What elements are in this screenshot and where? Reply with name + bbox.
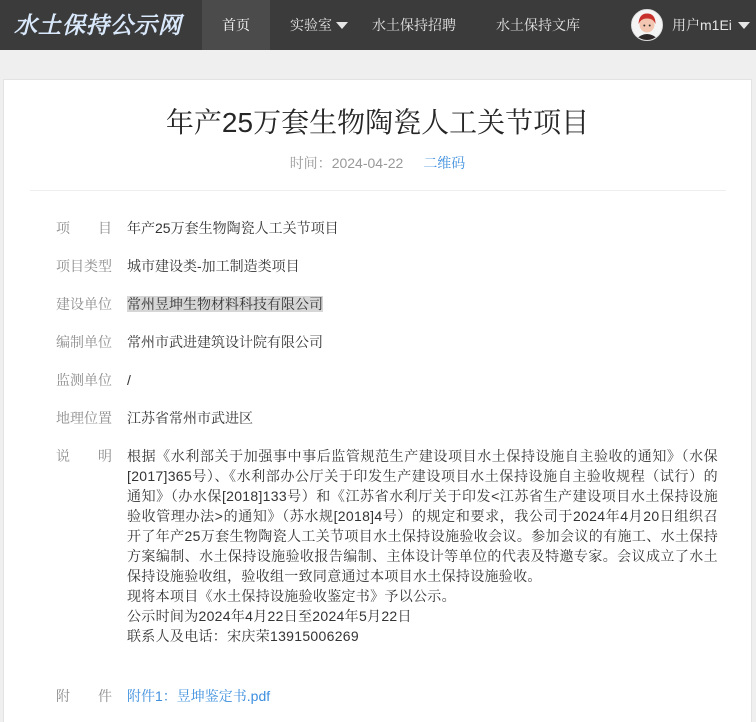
page-title: 年产25万套生物陶瓷人工关节项目 [165, 107, 590, 138]
nav-item-label: 实验室 [290, 17, 332, 33]
field-label: 建设单位 [56, 296, 112, 312]
attachment-link[interactable]: 附件1：昱坤鉴定书.pdf [127, 688, 271, 704]
field-row-location [56, 408, 736, 428]
field-row-project [56, 218, 736, 238]
field-row-compiler [56, 332, 736, 352]
description-paragraph: 联系人及电话：宋庆荣13915006269 [127, 628, 359, 644]
divider [30, 190, 726, 191]
nav-item-label: 水土保持招聘 [372, 17, 456, 33]
nav-item-jobs[interactable] [352, 0, 476, 50]
field-value-location: 江苏省常州市武进区 [127, 410, 253, 426]
main-nav [202, 0, 600, 50]
nav-item-label: 首页 [222, 17, 250, 33]
chevron-down-icon [738, 22, 750, 29]
field-value-monitor: / [127, 372, 131, 388]
chevron-down-icon [336, 22, 348, 29]
nav-item-library[interactable] [476, 0, 600, 50]
description-paragraph: 根据《水利部关于加强事中事后监管规范生产建设项目水土保持设施自主验收的通知》（水保[2017]365号）、《水利部办公厅关于印发生产建设项目水土保持设施自主验收规程（试行）的通知》（办水保[2018]133号）和《江苏省水利厅关于印发<江苏省生产建设项目水土保持设施验收管理办法>的通知》（苏水规[2018]4号）的规定和要求，我公司于2024年4月20日组织召开了年产25万套生物陶瓷人工关节项目水土保持设施验收会议。参加会议的有施工、水土保持方案编制、水土保持设施验收报告编制、主体设计等单位的代表及特邀专家。会议成立了水土保持设施验收组，验收组一致同意通过本项目水土保持设施验收。 [127, 448, 718, 584]
description-paragraph: 公示时间为2024年4月22日至2024年5月22日 [127, 608, 412, 624]
field-row-builder [56, 294, 736, 314]
field-value-attachment [127, 686, 718, 706]
nav-item-lab[interactable] [270, 0, 352, 50]
field-row-attachment [56, 686, 736, 706]
project-fields [56, 218, 736, 664]
field-label: 项目 [56, 220, 112, 236]
nav-item-home[interactable] [202, 0, 270, 50]
field-label: 说明 [56, 448, 112, 464]
username: 用户m1Ei [672, 17, 732, 33]
field-row-project-type [56, 256, 736, 276]
time-label: 时间： [289, 155, 332, 171]
field-label: 地理位置 [56, 410, 112, 426]
user-menu[interactable] [631, 0, 750, 50]
field-value-builder [127, 294, 718, 314]
field-value-project-type: 城市建设类-加工制造类项目 [127, 258, 300, 274]
description-paragraph: 现将本项目《水土保持设施验收鉴定书》予以公示。 [127, 588, 456, 604]
article-meta [4, 153, 751, 173]
field-row-monitor [56, 370, 736, 390]
field-label: 附件 [56, 688, 112, 704]
publish-date: 2024-04-22 [331, 155, 404, 171]
field-label: 项目类型 [56, 258, 112, 274]
field-label: 编制单位 [56, 334, 112, 350]
nav-item-label: 水土保持文库 [496, 17, 580, 33]
user-avatar-icon [631, 9, 663, 41]
field-value-compiler: 常州市武进建筑设计院有限公司 [127, 334, 323, 350]
field-label: 监测单位 [56, 372, 112, 388]
site-logo[interactable]: 水土保持公示网 [14, 12, 182, 38]
article-card [3, 79, 752, 722]
field-value-description [127, 446, 718, 646]
field-row-description [56, 446, 736, 646]
publish-time [290, 155, 404, 171]
qrcode-link[interactable]: 二维码 [423, 155, 466, 171]
field-value-project: 年产25万套生物陶瓷人工关节项目 [127, 220, 339, 236]
highlighted-text: 常州昱坤生物材料科技有限公司 [127, 296, 323, 312]
top-nav-bar [0, 0, 756, 50]
